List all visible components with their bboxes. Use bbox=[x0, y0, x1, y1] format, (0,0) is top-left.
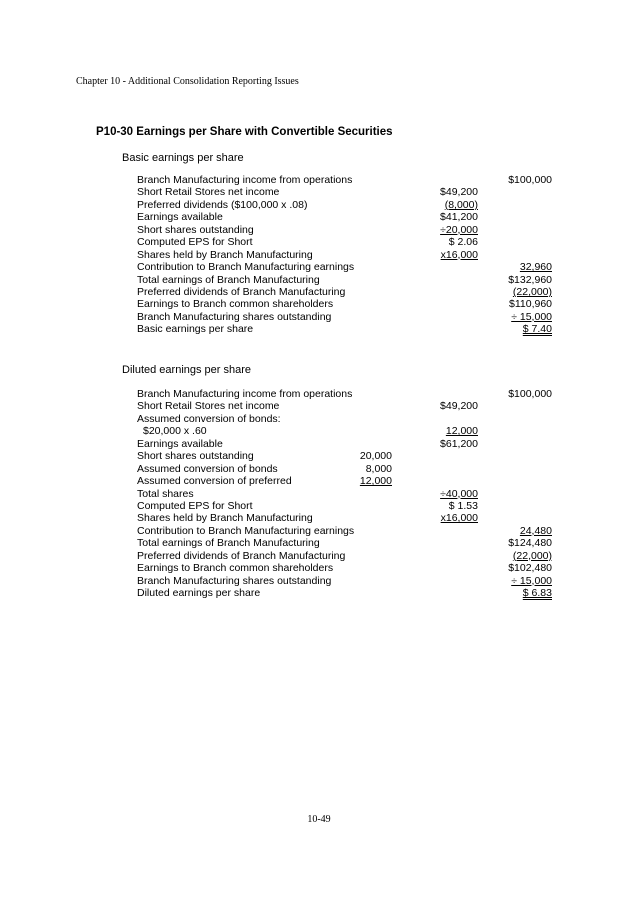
table-row: Branch Manufacturing shares outstanding ÷ 15,000 bbox=[137, 310, 552, 323]
table-row: Short Retail Stores net income $49,200 bbox=[137, 400, 478, 413]
table-row: Shares held by Branch Manufacturing x16,000 bbox=[137, 248, 478, 261]
table-row: Basic earnings per share $ 7.40 bbox=[137, 323, 552, 336]
table-row: Contribution to Branch Manufacturing earnings 32,960 bbox=[137, 261, 552, 274]
table-row: $20,000 x .60 12,000 bbox=[143, 425, 478, 438]
diluted-eps-title: Diluted earnings per share bbox=[122, 364, 252, 376]
table-row: Earnings available $41,200 bbox=[137, 211, 478, 224]
table-row: Computed EPS for Short $ 1.53 bbox=[137, 499, 478, 512]
table-row: Total earnings of Branch Manufacturing $124,480 bbox=[137, 537, 552, 550]
table-row: Branch Manufacturing income from operations $100,000 bbox=[137, 174, 552, 186]
basic-eps-table bbox=[0, 174, 638, 336]
table-row: Branch Manufacturing income from operations $100,000 bbox=[137, 388, 552, 400]
table-row: Earnings to Branch common shareholders $102,480 bbox=[137, 562, 552, 575]
table-row: Short Retail Stores net income $49,200 bbox=[137, 186, 478, 199]
table-row: Shares held by Branch Manufacturing x16,000 bbox=[137, 512, 478, 525]
table-row: Contribution to Branch Manufacturing earnings 24,480 bbox=[137, 524, 552, 537]
running-head: Chapter 10 - Additional Consolidation Reporting Issues bbox=[76, 76, 299, 87]
table-row: Branch Manufacturing shares outstanding ÷ 15,000 bbox=[137, 574, 552, 587]
table-row: Earnings to Branch common shareholders $110,960 bbox=[137, 298, 552, 311]
page-number: 10-49 bbox=[307, 814, 331, 825]
diluted-eps-table bbox=[0, 388, 638, 599]
table-row: Short shares outstanding 20,000 bbox=[137, 450, 392, 463]
table-row: Assumed conversion of bonds: bbox=[137, 412, 281, 425]
table-row: Short shares outstanding ÷20,000 bbox=[137, 223, 478, 236]
problem-title: P10-30 Earnings per Share with Convertible Securities bbox=[96, 126, 393, 138]
table-row: Computed EPS for Short $ 2.06 bbox=[137, 236, 478, 249]
table-row: Preferred dividends of Branch Manufacturing (22,000) bbox=[137, 285, 552, 298]
table-row: Preferred dividends ($100,000 x .08) (8,000) bbox=[137, 198, 478, 211]
table-row: Total shares ÷40,000 bbox=[137, 487, 478, 500]
table-row: Total earnings of Branch Manufacturing $132,960 bbox=[137, 273, 552, 286]
table-row: Preferred dividends of Branch Manufacturing (22,000) bbox=[137, 549, 552, 562]
table-row: Assumed conversion of bonds 8,000 bbox=[137, 462, 392, 475]
table-row: Diluted earnings per share $ 6.83 bbox=[137, 587, 552, 599]
table-row: Assumed conversion of preferred 12,000 bbox=[137, 475, 392, 488]
basic-eps-title: Basic earnings per share bbox=[122, 152, 244, 164]
table-row: Earnings available $61,200 bbox=[137, 437, 478, 450]
